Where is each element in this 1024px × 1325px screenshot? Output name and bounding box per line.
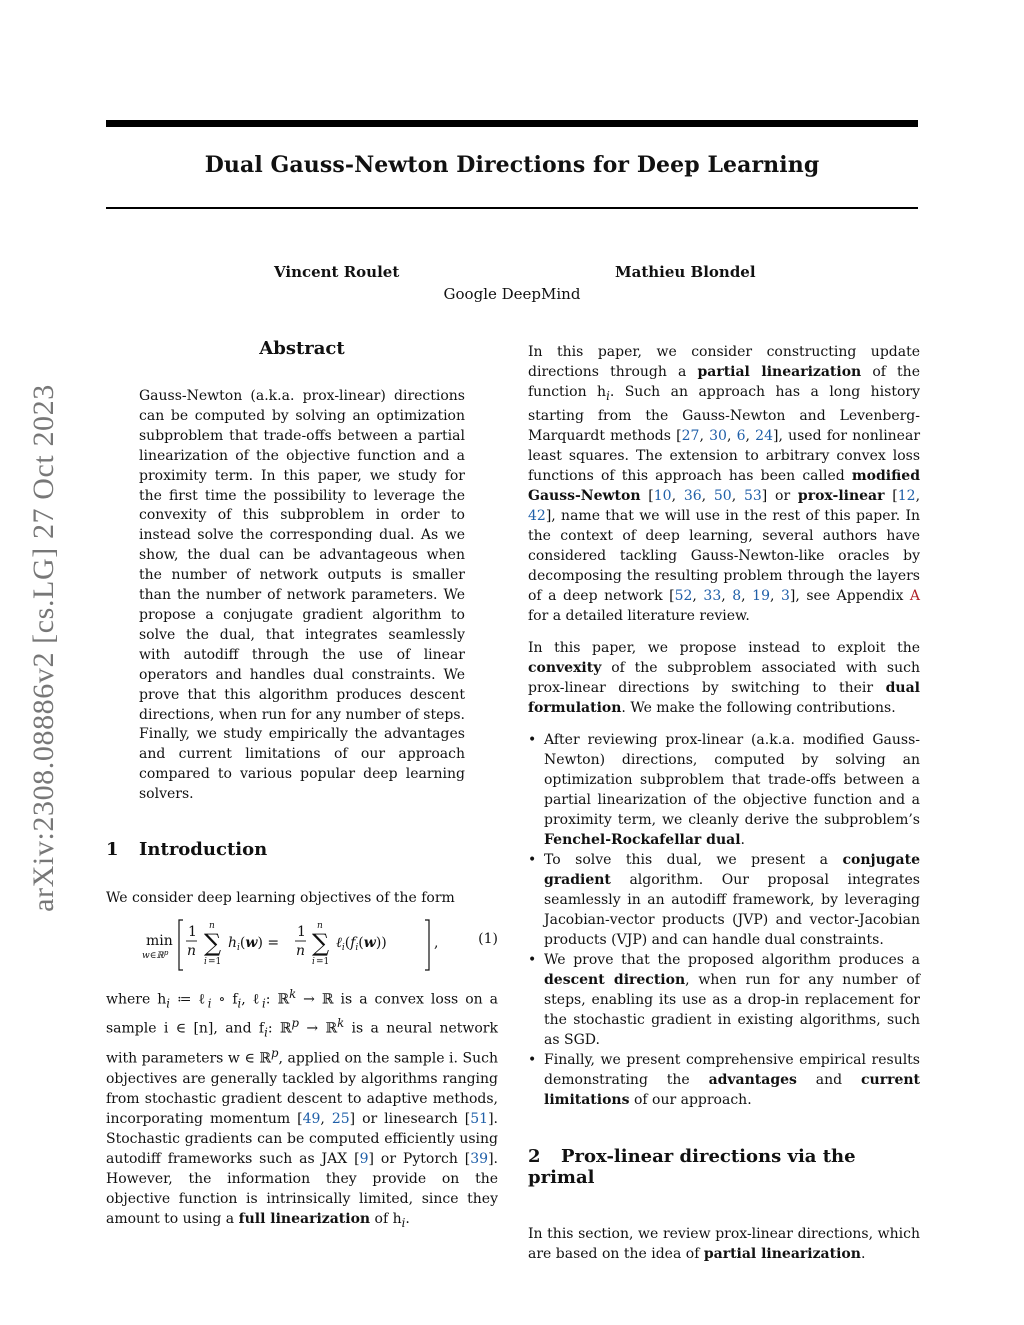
svg-text:w∈ℝp: w∈ℝ$^p$ [142,949,169,962]
citation-link[interactable]: 9 [359,1150,369,1167]
left-column [106,338,498,1232]
author-name: Vincent Roulet [274,263,400,281]
svg-text:=1: =1 [316,957,330,968]
citation-link[interactable]: 8 [732,587,742,604]
top-rule [106,120,918,127]
citation-link[interactable]: 52 [674,587,693,604]
citation-link[interactable]: 12 [897,487,916,504]
list-item: • We prove that the proposed algorithm produces a descent direction, when run for any number of steps, enabling its use as a drop-in replacement for the stochastic gradient in existing algorithms, such as SGD. [528,951,920,1048]
citation-link[interactable]: 19 [752,587,770,604]
section-2-paragraph: In this section, we review prox-linear directions, which are based on the idea of partial linearization. [528,1225,920,1262]
bullet-icon: • [528,851,537,868]
bullet-icon: • [528,951,537,968]
citation-link[interactable]: 36 [683,487,702,504]
equation-number: (1) [478,931,498,948]
citation-link[interactable]: 6 [736,427,746,444]
svg-text:∑: ∑ [312,929,330,958]
paper-title: Dual Gauss-Newton Directions for Deep Learning [204,152,820,178]
citation-link[interactable]: 33 [703,587,722,604]
citation-link[interactable]: 24 [755,427,773,444]
author-name: Mathieu Blondel [615,263,756,281]
svg-text:hi(w) =: $h_i(w)$ = [228,935,280,954]
author-affiliation: Google DeepMind [443,285,581,303]
intro-paragraph: where $h_i$ ≔ ℓ$_i$ ∘ $f_i$, ℓ$_i$: ℝ$^k$ → ℝ is a convex loss on a sample i ∈ [n], and $f_i$: ℝ$^p$ → ℝ$^k$ is a neural network with parameters w ∈ ℝ$^p$, applied on the sample i. Such objectives are generally tackled by algorithms ranging from stochastic gradient descent to adaptive methods, incorporating momentum [49, 25] or linesearch [51]. Stochastic gradients can be computed efficiently using autodiff frameworks such as JAX [9] or Pytorch [39]. However, the information they provide on the objective function is intrinsically limited, since they amount to using a full linearization of $h_i$. [106,987,499,1230]
svg-text:1: 1 [188,924,197,941]
contribution-intro-paragraph: In this paper, we propose instead to exploit the convexity of the subproblem associated with such prox-linear directions by switching to their dual formulation. We make the following contributions. [528,639,920,716]
citation-link[interactable]: 3 [781,587,790,604]
citation-link[interactable]: 30 [709,427,727,444]
list-item: • To solve this dual, we present a conjugate gradient algorithm. Our proposal integrates seamlessly in an autodiff framework, by leveraging Jacobian-vector products (JVP) and vector-Jacobian products (VJP) and can handle dual constraints. [528,851,920,948]
svg-text:n: n [209,921,215,932]
abstract-heading: Abstract [259,338,345,359]
citation-link[interactable]: 42 [528,507,546,524]
citation-link[interactable]: 27 [681,427,700,444]
citation-link[interactable]: 49 [302,1110,321,1127]
bullet-icon: • [528,731,537,748]
citation-link[interactable]: 10 [653,487,672,504]
svg-text:n: n [317,921,323,932]
appendix-link[interactable]: A [909,587,921,604]
svg-text:1: 1 [297,924,306,941]
objective-equation [142,914,446,976]
citation-link[interactable]: 25 [331,1110,350,1127]
arxiv-identifier-stamp: arXiv:2308.08886v2 [cs.LG] 27 Oct 2023 [27,384,60,912]
bullet-icon: • [528,1051,537,1068]
svg-text:i: i [312,957,315,968]
contribution-context-paragraph: In this paper, we consider constructing update directions through a partial linearization of the function $h_i$. Such an approach has a long history starting from the Gauss-Newton and Levenberg-Marquardt methods [27, 30, 6, 24], used for nonlinear least squares. The extension to arbitrary convex loss functions of this approach has been called modified Gauss-Newton [10, 36, 50, 53] or prox-linear [12, 42], name that we will use in the rest of this paper. In the context of deep learning, several authors have considered tackling Gauss-Newton-like oracles by decomposing the resulting problem through the layers of a deep network [52, 33, 8, 19, 3], see Appendix A for a detailed literature review. [528,344,921,624]
citation-link[interactable]: 53 [743,487,762,504]
svg-text:min: min [146,933,173,950]
citation-link[interactable]: 51 [470,1110,489,1127]
right-column [528,342,920,1264]
svg-text:=1: =1 [208,957,222,968]
citation-link[interactable]: 39 [470,1150,489,1167]
section-heading-prox-linear: 2 Prox-linear directions via the primal [528,1145,856,1188]
svg-text:n: n [296,943,306,960]
svg-text:,: , [434,935,439,952]
svg-text:ℓi(fi(w)): $\ell_i(f_i(w))$ [336,935,387,954]
intro-lead-paragraph: We consider deep learning objectives of the form [106,890,455,907]
contributions-list [528,730,920,1110]
section-heading-introduction: 1 Introduction [106,839,268,861]
abstract-body: Gauss-Newton (a.k.a. prox-linear) directions can be computed by solving an optimization subproblem that trade-offs between a partial linearization of the objective function and a proximity term. In this paper, we study for the first time the possibility to leverage the convexity of this subproblem in order to instead solve the corresponding dual. As we show, the dual can be advantageous when the number of network outputs is smaller than the number of network parameters. We propose a conjugate gradient algorithm to solve the dual, that integrates seamlessly with autodiff through the use of linear operators and handles dual constraints. We prove that this algorithm produces descent directions, when run for any number of steps. Finally, we study empirically the advantages and current limitations of our approach compared to various popular deep learning solvers. [139,388,465,803]
title-bottom-rule [106,207,918,209]
list-item: • Finally, we present comprehensive empirical results demonstrating the advantages and current limitations of our approach. [528,1051,920,1108]
svg-text:i: i [204,957,207,968]
svg-text:∑: ∑ [204,929,222,958]
svg-text:n: n [187,943,197,960]
citation-link[interactable]: 50 [713,487,732,504]
equation-1 [106,914,498,976]
list-item: • After reviewing prox-linear (a.k.a. modified Gauss-Newton) directions, computed by solving an optimization subproblem that trade-offs between a partial linearization of the objective function and a proximity term, we cleanly derive the subproblem’s Fenchel-Rockafellar dual. [528,731,920,848]
